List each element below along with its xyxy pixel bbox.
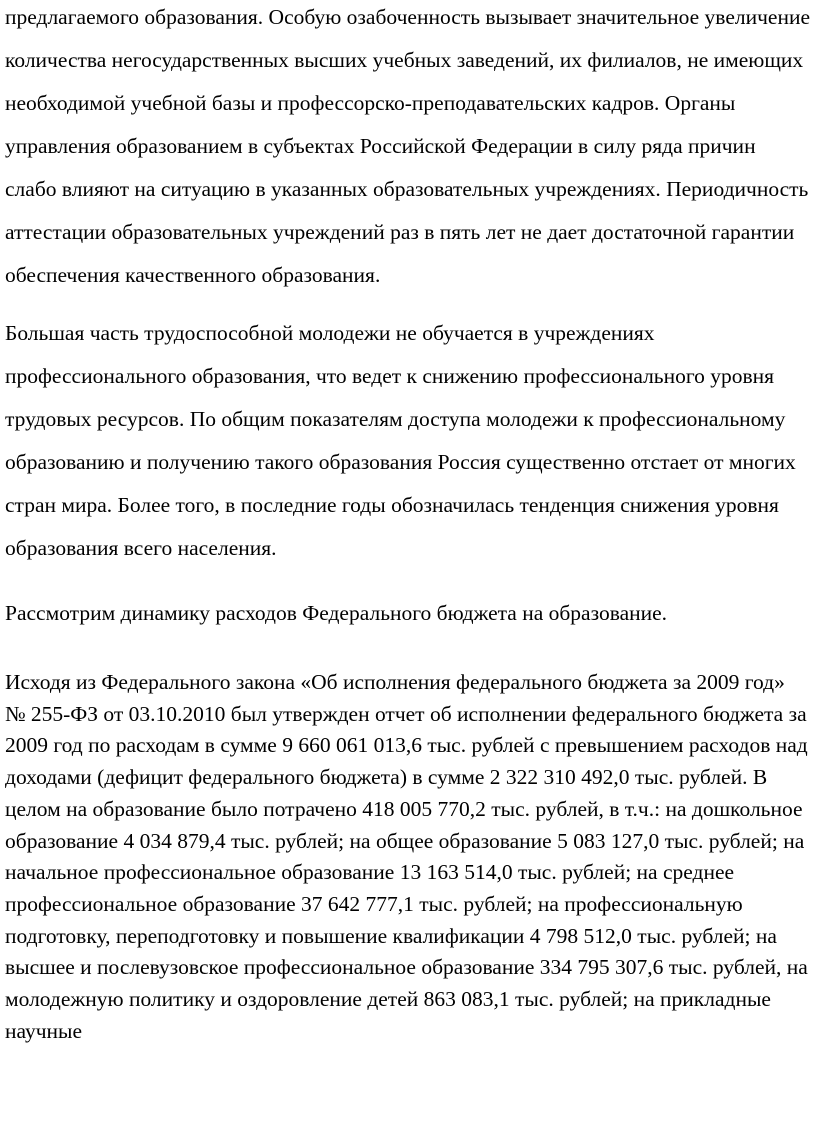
paragraph-youth-education: Большая часть трудоспособной молодежи не обучается в учреждениях профессионального образования, что ведет к снижению профессионального уровня трудовых ресурсов. По общим показателям доступа молодежи к профессиональному образованию и получению такого образования Россия существенно отстает от многих стран мира. Более того, в последние годы обозначилась тенденция снижения уровня образования всего населения. xyxy=(5,321,796,560)
paragraph-budget-details: Исходя из Федерального закона «Об исполнения федерального бюджета за 2009 год» № 255-ФЗ от 03.10.2010 был утвержден отчет об исполнении федерального бюджета за 2009 год по расходам в сумме 9 660 061 013,6 тыс. рублей с превышением расходов над доходами (дефицит федерального бюджета) в сумме 2 322 310 492,0 тыс. рублей. В целом на образование было потрачено 418 005 770,2 тыс. рублей, в т.ч.: на дошкольное образование 4 034 879,4 тыс. рублей; на общее образование 5 083 127,0 тыс. рублей; на начальное профессиональное образование 13 163 514,0 тыс. рублей; на среднее профессиональное образование 37 642 777,1 тыс. рублей; на профессиональную подготовку, переподготовку и повышение квалификации 4 798 512,0 тыс. рублей; на высшее и послевузовское профессиональное образование 334 795 307,6 тыс. рублей, на молодежную политику и оздоровление детей 863 083,1 тыс. рублей; на прикладные научные xyxy=(5,670,808,1043)
paragraph-budget-intro: Рассмотрим динамику расходов Федерального бюджета на образование. xyxy=(5,601,668,625)
paragraph-education-quality: предлагаемого образования. Особую озабоченность вызывает значительное увеличение количества негосударственных высших учебных заведений, их филиалов, не имеющих необходимой учебной базы и профессорско-преподавательских кадров. Органы управления образованием в субъектах Российской Федерации в силу ряда причин слабо влияют на ситуацию в указанных образовательных учреждениях. Периодичность аттестации образовательных учреждений раз в пять лет не дает достаточной гарантии обеспечения качественного образования. xyxy=(5,5,811,287)
